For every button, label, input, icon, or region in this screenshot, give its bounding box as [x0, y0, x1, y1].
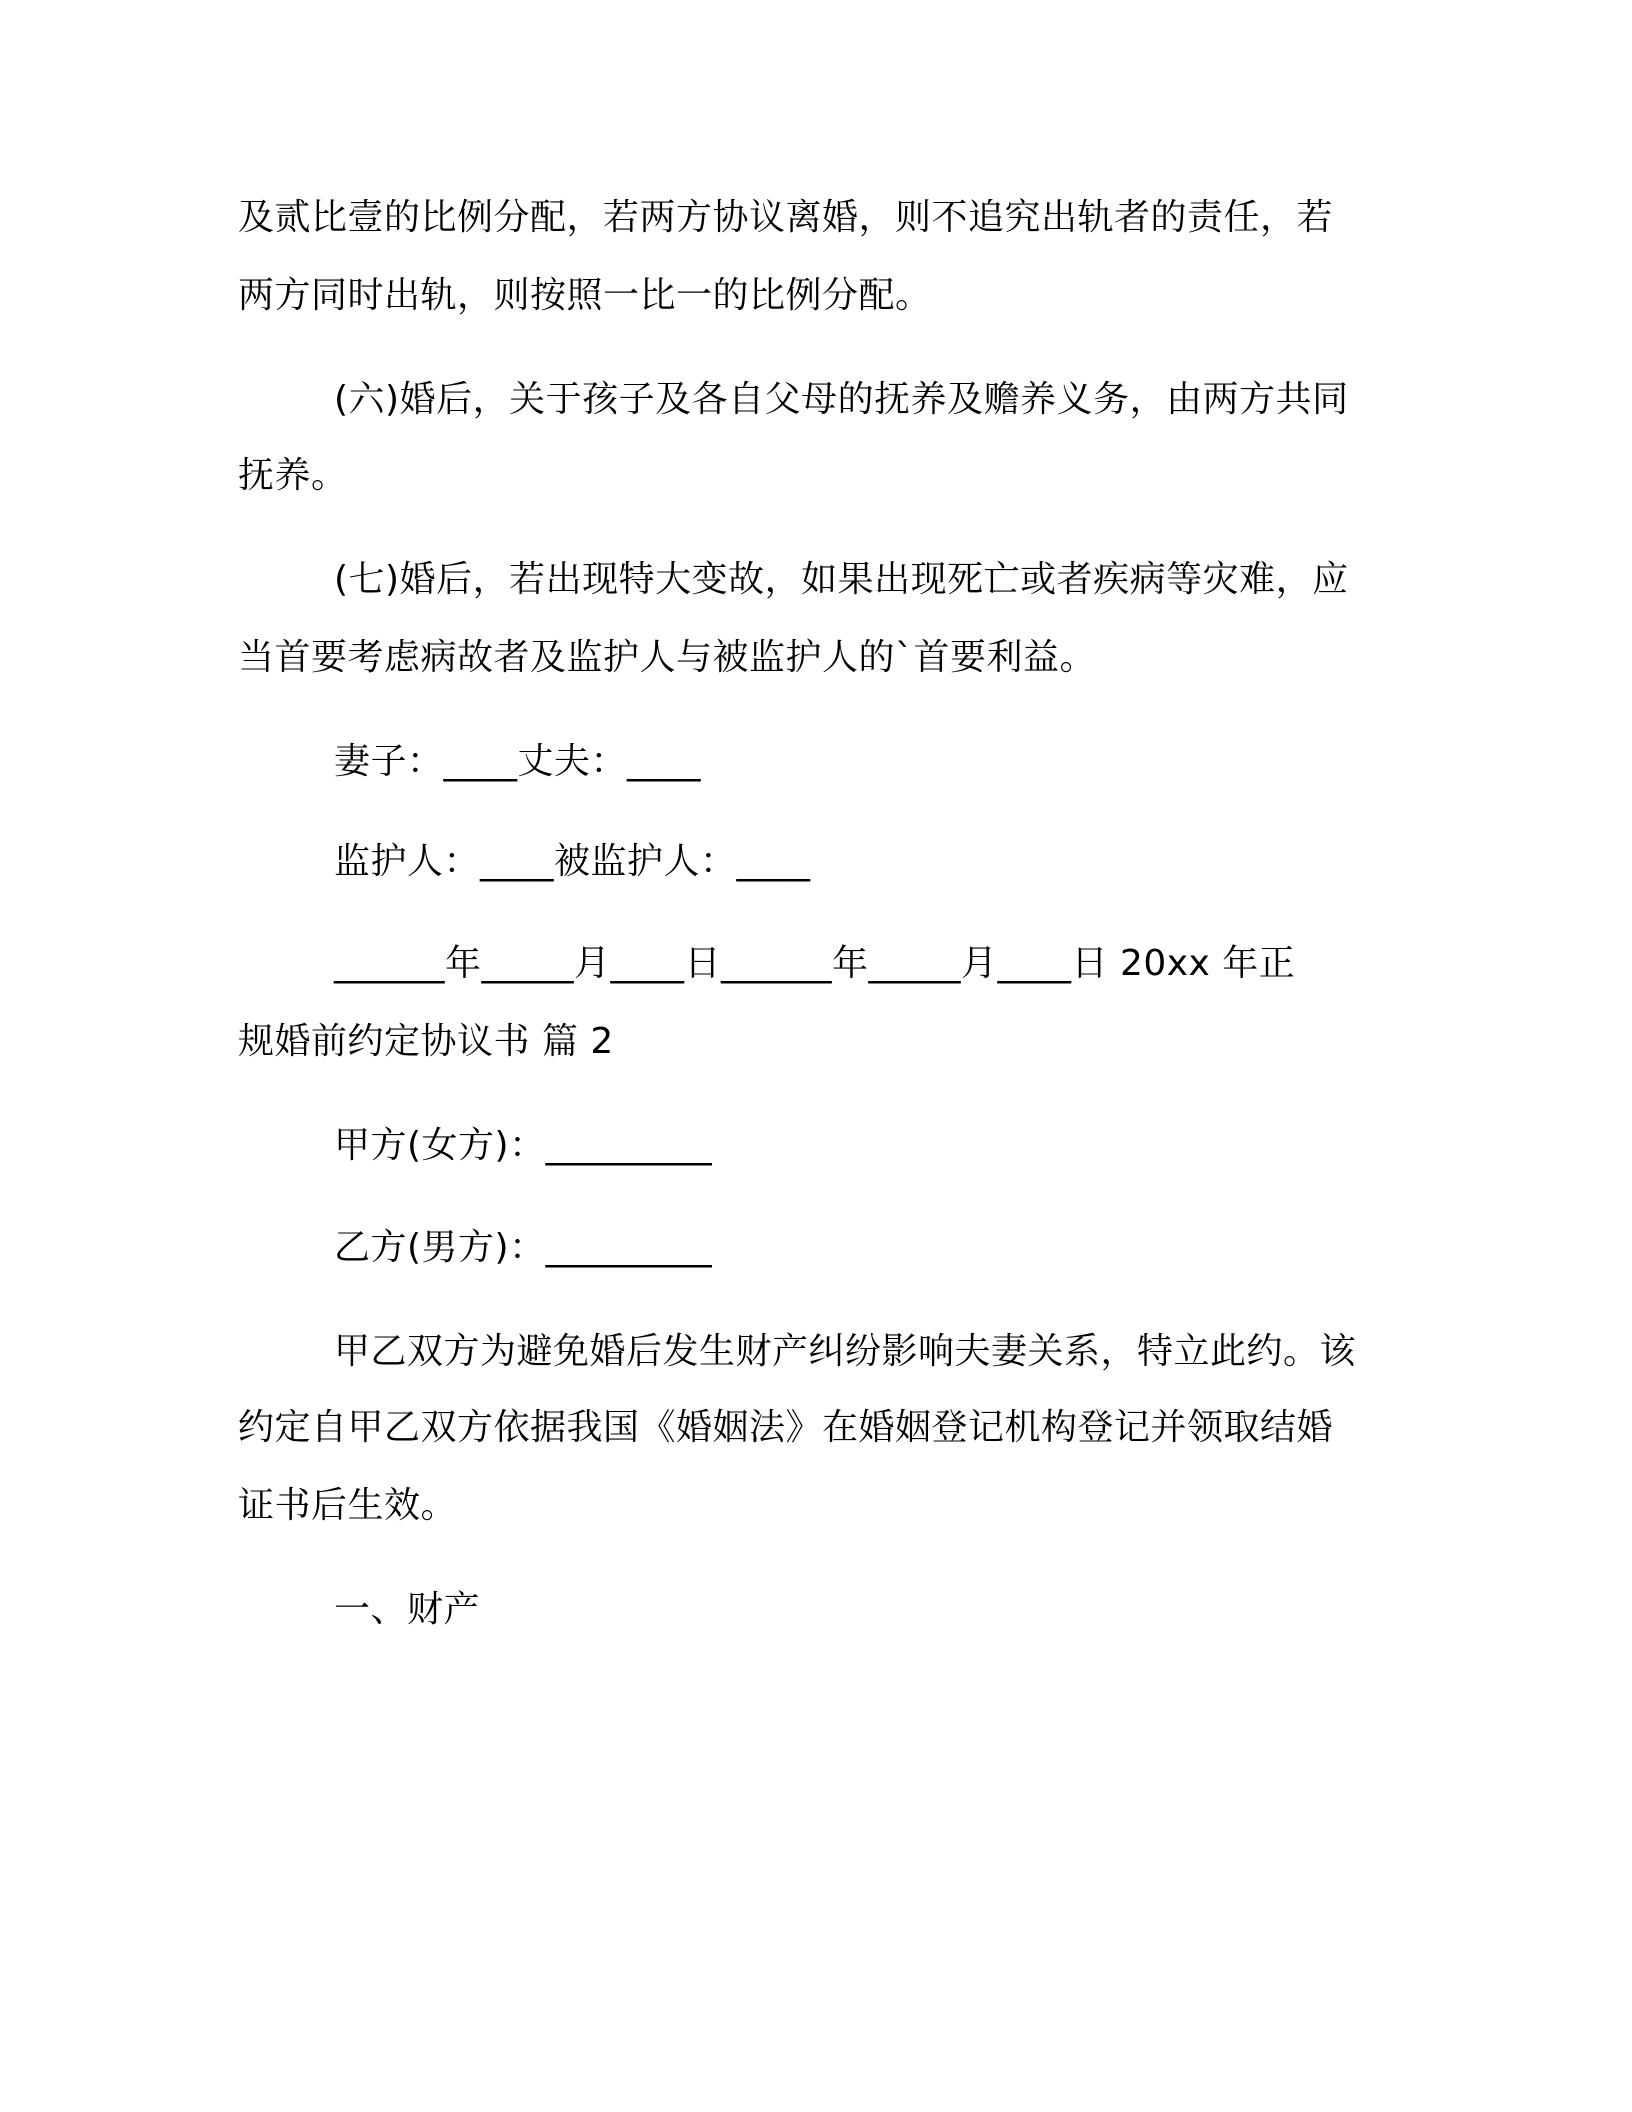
section-heading-property: 一、财产 [334, 1589, 481, 1630]
preamble-line-3: 证书后生效。 [238, 1485, 458, 1526]
party-b-line: 乙方(男方)：_________ [334, 1227, 713, 1268]
signature-guardians: 监护人：____被监护人：____ [334, 841, 811, 882]
section-title: 规婚前约定协议书 篇 2 [238, 1021, 614, 1062]
clause-seven-line-2: 当首要考虑病故者及监护人与被监护人的`首要利益。 [238, 637, 1097, 678]
date-line: ______年_____月____日______年_____月____日 20xx 年正 [334, 943, 1296, 984]
clause-six-line-2: 抚养。 [238, 455, 348, 496]
preamble-line-1: 甲乙双方为避免婚后发生财产纠纷影响夫妻关系，特立此约。该 [334, 1331, 1357, 1372]
preamble-line-2: 约定自甲乙双方依据我国《婚姻法》在婚姻登记机构登记并领取结婚 [238, 1407, 1334, 1448]
party-a-line: 甲方(女方)：_________ [334, 1125, 713, 1166]
signature-spouses: 妻子：____丈夫：____ [334, 741, 702, 782]
text-line-2: 两方同时出轨，则按照一比一的比例分配。 [238, 275, 932, 316]
clause-six-line-1: (六)婚后，关于孩子及各自父母的抚养及赡养义务，由两方共同 [334, 379, 1349, 420]
text-line-1: 及贰比壹的比例分配，若两方协议离婚，则不追究出轨者的责任，若 [238, 197, 1334, 238]
clause-seven-line-1: (七)婚后，若出现特大变故，如果出现死亡或者疾病等灾难，应 [334, 559, 1349, 600]
